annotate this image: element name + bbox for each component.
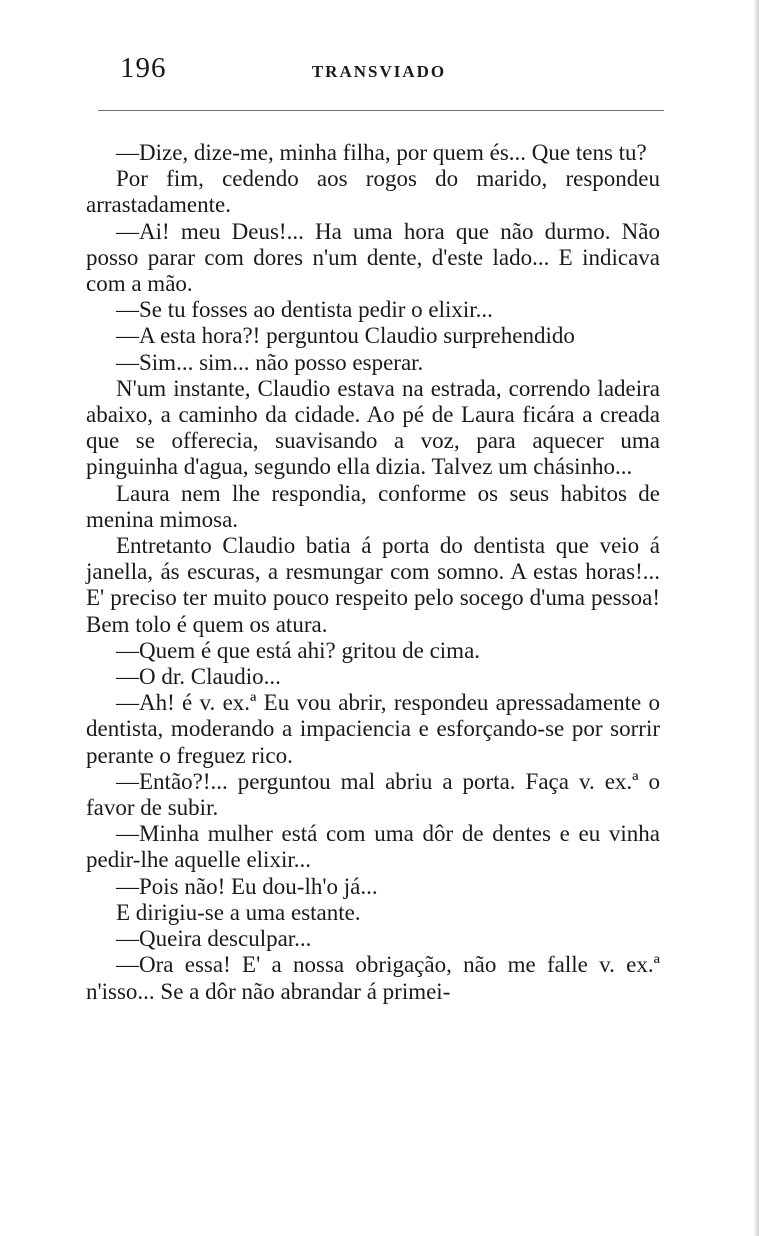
running-title: TRANSVIADO — [311, 62, 447, 81]
paragraph: —Queira desculpar... — [116, 926, 312, 952]
paragraph: —O dr. Claudio... — [116, 664, 281, 690]
paragraph: —Ah! é v. ex.ª Eu vou abrir, respondeu apressadamente o dentista, moderando a impaciencia e esforçando-se por sorrir perante o freguez rico. — [86, 690, 660, 768]
paragraph: —Ora essa! E' a nossa obrigação, não me falle v. ex.ª n'isso... Se a dôr não abrandar á primei- — [86, 952, 660, 1004]
paragraph: —Sim... sim... não posso esperar. — [116, 349, 424, 375]
paragraph: Por fim, cedendo aos rogos do marido, respondeu arrastadamente. — [86, 166, 660, 218]
paragraph: Entretanto Claudio batia á porta do dentista que veio á janella, ás escuras, a resmungar com somno. A estas horas!... E' preciso ter muito pouco respeito pelo socego d'uma pessoa! Bem tolo é quem os atura. — [86, 533, 660, 637]
page-header — [90, 52, 668, 92]
header-rule — [98, 110, 664, 111]
page-edge-shadow — [753, 0, 759, 1236]
paragraph: —Dize, dize-me, minha filha, por quem és... Que tens tu? — [116, 140, 647, 165]
paragraph: —Pois não! Eu dou-lh'o já... — [116, 873, 378, 899]
paragraph: —Minha mulher está com uma dôr de dentes e eu vinha pedir-lhe aquelle elixir... — [86, 821, 660, 873]
paragraph: —Quem é que está ahi? gritou de cima. — [116, 637, 481, 663]
paragraph: —A esta hora?! perguntou Claudio surprehendido — [116, 323, 575, 349]
body-text — [86, 140, 660, 1005]
paragraph: Laura nem lhe respondia, conforme os seus habitos de menina mimosa. — [86, 480, 660, 532]
paragraph: —Ai! meu Deus!... Ha uma hora que não durmo. Não posso parar com dores n'um dente, d'este lado... E indicava com a mão. — [86, 218, 660, 297]
page-number: 196 — [120, 52, 167, 84]
paragraph: —Então?!... perguntou mal abriu a porta. Faça v. ex.ª o favor de subir. — [86, 768, 660, 821]
paragraph: E dirigiu-se a uma estante. — [116, 899, 361, 925]
paragraph: —Se tu fosses ao dentista pedir o elixir... — [116, 297, 493, 323]
paragraph: N'um instante, Claudio estava na estrada, correndo ladeira abaixo, a caminho da cidade. Ao pé de Laura ficára a creada que se offerecia, suavisando a voz, para aquecer uma pinguinha d'agua, segundo ella dizia. Talvez um chásinho... — [86, 375, 660, 480]
